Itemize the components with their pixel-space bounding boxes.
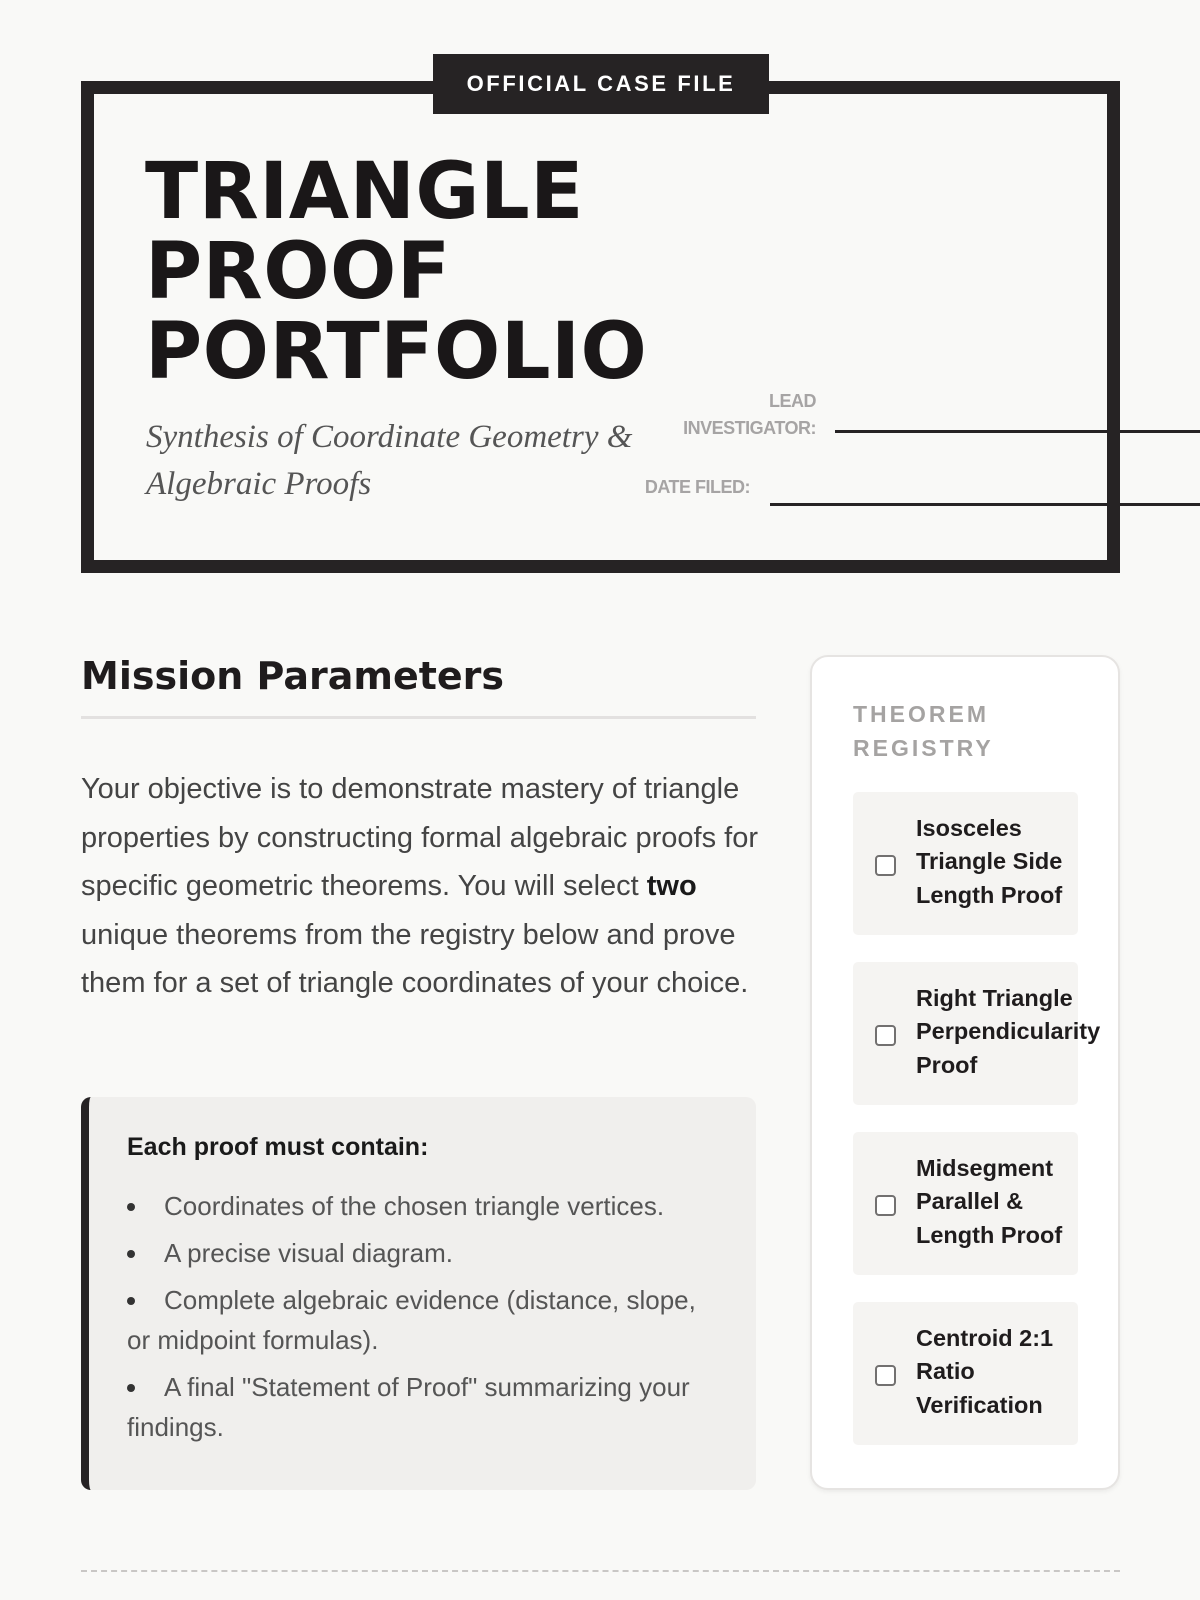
theorem-checkbox[interactable] (875, 1195, 896, 1216)
requirements-title: Each proof must contain: (127, 1133, 429, 1161)
theorem-option-isosceles[interactable] (853, 792, 1078, 935)
lead-investigator-field[interactable] (835, 430, 1200, 433)
requirement-item: A precise visual diagram. (127, 1233, 720, 1273)
theorem-label (916, 1152, 1106, 1252)
requirement-item: Coordinates of the chosen triangle vertices. (127, 1186, 720, 1226)
theorem-label-line: Perpendicularity (916, 1018, 1101, 1045)
mission-text: unique theorems from the registry below and prove them for a set of triangle coordinates of your choice. (81, 918, 749, 1000)
registry-title: THEOREM REGISTRY (853, 701, 994, 761)
theorem-label-line: Midsegment (916, 1155, 1054, 1181)
theorem-checkbox[interactable] (875, 1365, 896, 1386)
page-title (145, 147, 648, 397)
subtitle-line: Algebraic Proofs (146, 466, 372, 502)
theorem-label-line: Parallel & (916, 1188, 1024, 1215)
theorem-checkbox[interactable] (875, 1025, 896, 1046)
case-file-tab: OFFICIAL CASE FILE (433, 54, 769, 114)
mission-description (81, 765, 771, 1008)
theorem-label-line: Proof (916, 1051, 978, 1078)
mission-emphasis: two (646, 870, 697, 903)
date-filed-field[interactable] (770, 503, 1200, 506)
theorem-label (916, 812, 1106, 912)
theorem-label-line: Right Triangle (916, 985, 1073, 1011)
requirements-list (127, 1186, 720, 1447)
theorem-label-line: Triangle Side (916, 848, 1063, 875)
page-subtitle (146, 414, 666, 508)
theorem-registry (810, 655, 1120, 1490)
requirements-callout (81, 1097, 756, 1490)
title-line: TRIANGLE (145, 147, 584, 237)
theorem-label-line: Length Proof (916, 1221, 1063, 1248)
label-line: INVESTIGATOR: (683, 418, 816, 438)
theorem-label-line: Ratio (916, 1358, 975, 1385)
theorem-checkbox[interactable] (875, 855, 896, 876)
theorem-label-line: Verification (916, 1391, 1043, 1418)
theorem-label-line: Centroid 2:1 (916, 1325, 1054, 1351)
requirement-item: Complete algebraic evidence (distance, slope, or midpoint formulas). (127, 1280, 720, 1360)
theorem-option-centroid[interactable] (853, 1302, 1078, 1445)
requirement-item: A final "Statement of Proof" summarizing your findings. (127, 1367, 720, 1447)
theorem-option-right-triangle[interactable] (853, 962, 1101, 1105)
theorem-option-midsegment[interactable] (853, 1132, 1078, 1275)
section-divider (81, 1570, 1120, 1572)
mission-text: Your objective is to demonstrate mastery of triangle properties by constructing formal algebraic proofs for specific geometric theorems. You will select (81, 773, 758, 903)
theorem-label-line: Length Proof (916, 881, 1063, 908)
mission-heading: Mission Parameters (81, 654, 756, 719)
date-filed-label: DATE FILED: (644, 477, 750, 497)
subtitle-line: Synthesis of Coordinate Geometry & (146, 419, 633, 455)
lead-investigator-label (640, 388, 816, 442)
title-line: PROOF (145, 227, 451, 317)
theorem-label-line: Isosceles (916, 815, 1022, 841)
theorem-label (916, 982, 1106, 1082)
title-line: PORTFOLIO (145, 307, 648, 397)
theorem-label (916, 1322, 1106, 1422)
label-line: LEAD (769, 391, 816, 411)
